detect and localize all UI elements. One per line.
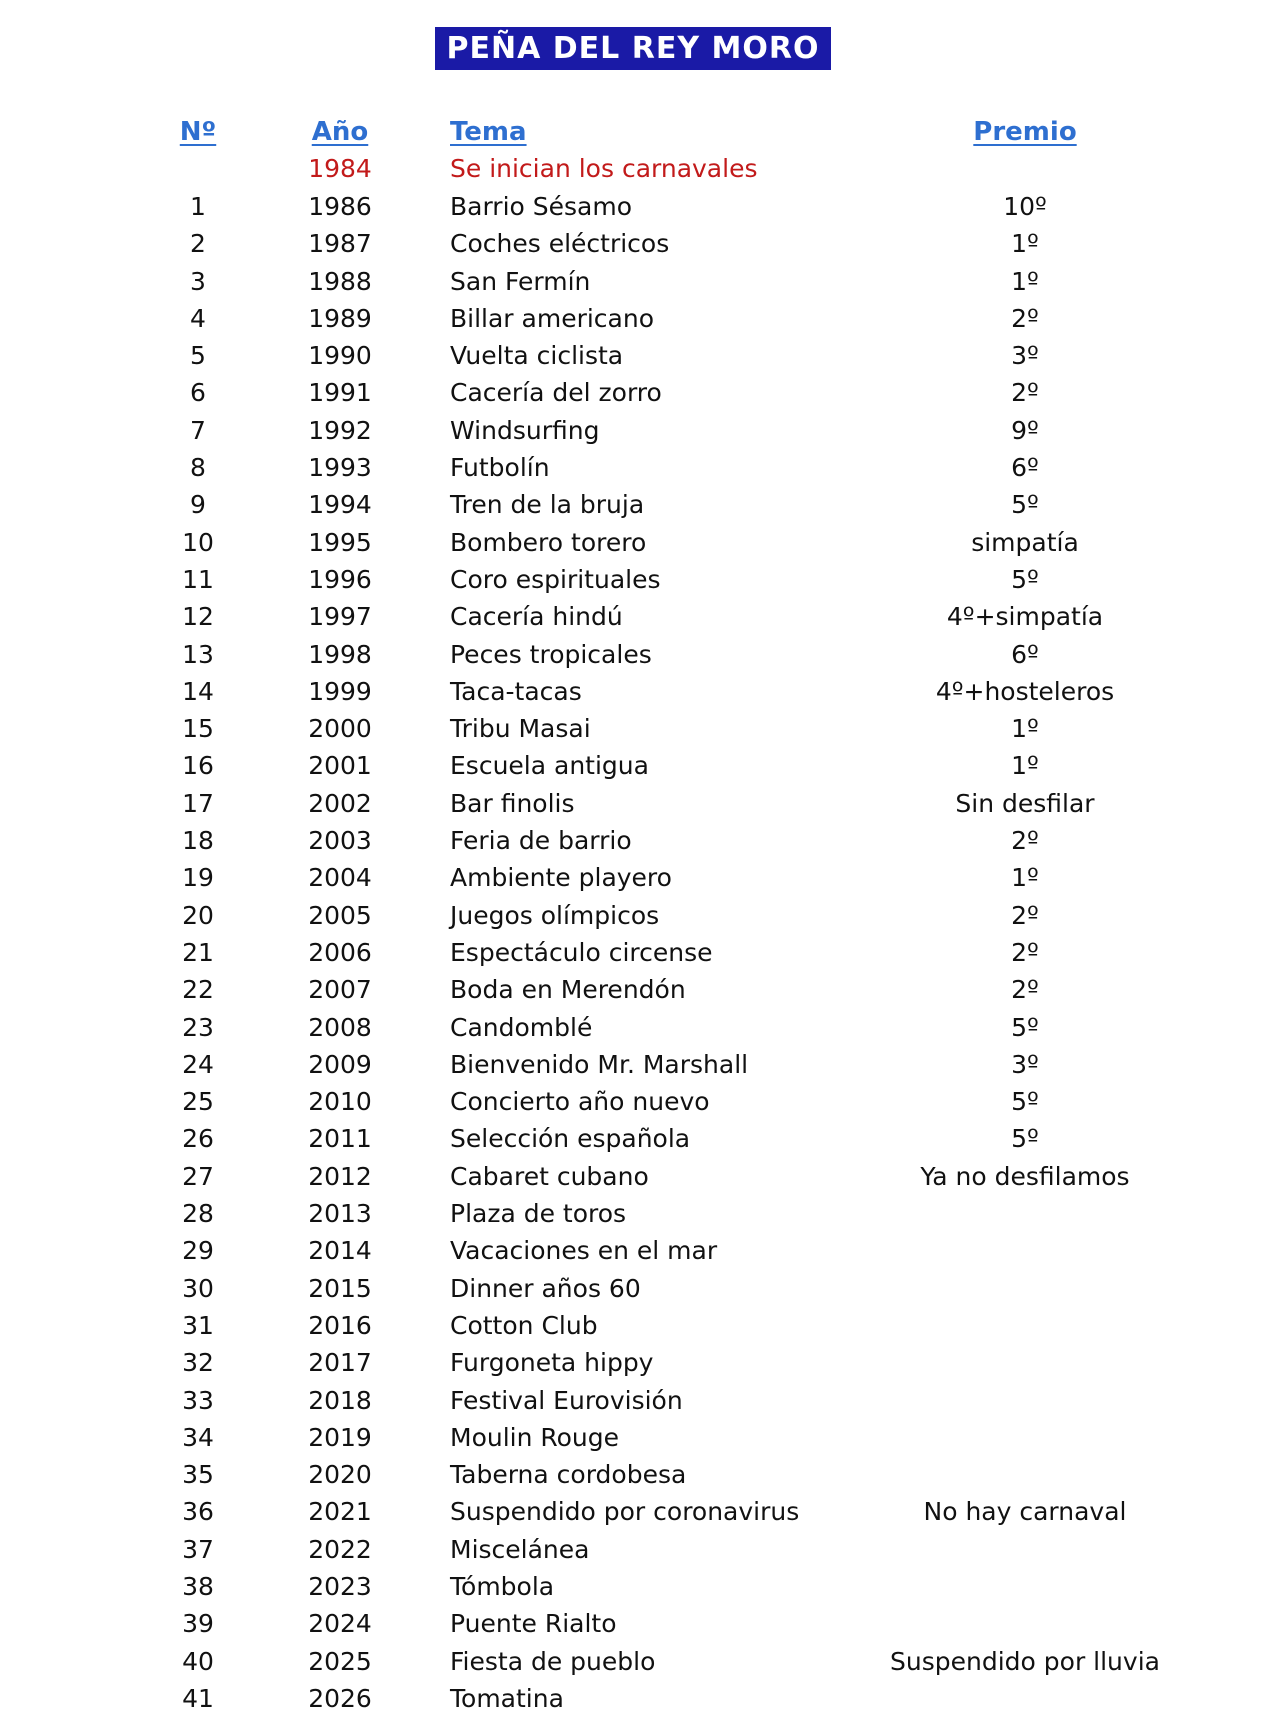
cell-year: 2014 bbox=[308, 1236, 372, 1266]
cell-prize: 5º bbox=[1011, 1012, 1039, 1042]
cell-num: 29 bbox=[182, 1236, 214, 1266]
cell-year: 2023 bbox=[308, 1571, 372, 1601]
table-row bbox=[0, 1344, 1280, 1381]
table-row bbox=[0, 1195, 1280, 1232]
cell-theme: Espectáculo circense bbox=[450, 937, 713, 967]
cell-num: 34 bbox=[182, 1422, 214, 1452]
table-row bbox=[0, 374, 1280, 411]
cell-num: 21 bbox=[182, 937, 214, 967]
cell-year: 2000 bbox=[308, 714, 372, 744]
cell-prize: 5º bbox=[1011, 490, 1039, 520]
cell-theme: Moulin Rouge bbox=[450, 1422, 620, 1452]
cell-num: 20 bbox=[182, 900, 214, 930]
cell-num: 38 bbox=[182, 1571, 214, 1601]
table-row bbox=[0, 1643, 1280, 1680]
cell-year: 1993 bbox=[308, 453, 372, 483]
cell-theme: Miscelánea bbox=[450, 1534, 590, 1564]
cell-year: 2012 bbox=[308, 1161, 372, 1191]
cell-prize: 5º bbox=[1011, 1087, 1039, 1117]
page-title: PEÑA DEL REY MORO bbox=[435, 27, 831, 70]
cell-theme: Cacería del zorro bbox=[450, 378, 662, 408]
table-row bbox=[0, 486, 1280, 523]
cell-theme: Billar americano bbox=[450, 303, 655, 333]
cell-year: 1994 bbox=[308, 490, 372, 520]
cell-theme: Dinner años 60 bbox=[450, 1273, 641, 1303]
cell-num: 41 bbox=[182, 1683, 214, 1713]
cell-num: 40 bbox=[182, 1646, 214, 1676]
cell-num: 32 bbox=[182, 1348, 214, 1378]
cell-year: 2022 bbox=[308, 1534, 372, 1564]
cell-num: 27 bbox=[182, 1161, 214, 1191]
cell-year: 2019 bbox=[308, 1422, 372, 1452]
cell-theme: Vacaciones en el mar bbox=[450, 1236, 718, 1266]
cell-prize: No hay carnaval bbox=[923, 1497, 1127, 1527]
cell-num: 9 bbox=[190, 490, 206, 520]
cell-theme: Coro espirituales bbox=[450, 564, 661, 594]
cell-prize: 1º bbox=[1011, 266, 1039, 296]
cell-num: 28 bbox=[182, 1199, 214, 1229]
cell-num: 5 bbox=[190, 341, 206, 371]
cell-year: 2017 bbox=[308, 1348, 372, 1378]
table-row bbox=[0, 710, 1280, 747]
cell-prize: Sin desfilar bbox=[955, 788, 1095, 818]
cell-theme: Fiesta de pueblo bbox=[450, 1646, 656, 1676]
cell-num: 37 bbox=[182, 1534, 214, 1564]
table-body bbox=[0, 188, 1280, 1717]
cell-theme: Tribu Masai bbox=[450, 714, 591, 744]
cell-num: 12 bbox=[182, 602, 214, 632]
cell-year: 2009 bbox=[308, 1049, 372, 1079]
cell-theme: Suspendido por coronavirus bbox=[450, 1497, 800, 1527]
table-row bbox=[0, 1456, 1280, 1493]
table-header bbox=[0, 112, 1280, 152]
cell-prize: Ya no desfilamos bbox=[920, 1161, 1130, 1191]
table-row bbox=[0, 188, 1280, 225]
cell-prize: 5º bbox=[1011, 1124, 1039, 1154]
cell-num: 24 bbox=[182, 1049, 214, 1079]
cell-num: 2 bbox=[190, 229, 206, 259]
cell-year: 1989 bbox=[308, 303, 372, 333]
cell-prize: 6º bbox=[1011, 453, 1039, 483]
cell-theme: Plaza de toros bbox=[450, 1199, 627, 1229]
cell-num: 36 bbox=[182, 1497, 214, 1527]
cell-year: 2020 bbox=[308, 1460, 372, 1490]
cell-theme: Cacería hindú bbox=[450, 602, 623, 632]
cell-num: 33 bbox=[182, 1385, 214, 1415]
cell-num: 22 bbox=[182, 975, 214, 1005]
cell-num: 26 bbox=[182, 1124, 214, 1154]
table-row bbox=[0, 1120, 1280, 1157]
cell-num: 14 bbox=[182, 676, 214, 706]
cell-prize: 2º bbox=[1011, 378, 1039, 408]
cell-theme: Cabaret cubano bbox=[450, 1161, 649, 1191]
cell-num: 6 bbox=[190, 378, 206, 408]
cell-prize: 9º bbox=[1011, 415, 1039, 445]
cell-num: 11 bbox=[182, 564, 214, 594]
table-row bbox=[0, 449, 1280, 486]
table-row bbox=[0, 636, 1280, 673]
cell-theme: Taberna cordobesa bbox=[450, 1460, 687, 1490]
table-row bbox=[0, 1568, 1280, 1605]
cell-year: 1997 bbox=[308, 602, 372, 632]
cell-theme: Concierto año nuevo bbox=[450, 1087, 710, 1117]
cell-year: 2018 bbox=[308, 1385, 372, 1415]
table-row bbox=[0, 412, 1280, 449]
cell-year: 1988 bbox=[308, 266, 372, 296]
cell-theme: Tómbola bbox=[450, 1571, 555, 1601]
cell-theme: Festival Eurovisión bbox=[450, 1385, 683, 1415]
table-row bbox=[0, 1419, 1280, 1456]
intro-theme: Se inician los carnavales bbox=[450, 154, 758, 183]
table-row bbox=[0, 1680, 1280, 1717]
cell-prize: 2º bbox=[1011, 900, 1039, 930]
cell-prize: 3º bbox=[1011, 1049, 1039, 1079]
cell-theme: Tomatina bbox=[450, 1683, 564, 1713]
cell-year: 2010 bbox=[308, 1087, 372, 1117]
cell-theme: Bombero torero bbox=[450, 527, 647, 557]
cell-theme: Taca-tacas bbox=[450, 676, 582, 706]
cell-num: 7 bbox=[190, 415, 206, 445]
cell-prize: 10º bbox=[1003, 192, 1047, 221]
table-row bbox=[0, 561, 1280, 598]
header-theme: Tema bbox=[450, 117, 527, 147]
table-row bbox=[0, 747, 1280, 784]
cell-year: 1999 bbox=[308, 676, 372, 706]
cell-year: 2002 bbox=[308, 788, 372, 818]
cell-prize: 1º bbox=[1011, 751, 1039, 781]
cell-theme: Tren de la bruja bbox=[450, 490, 645, 520]
cell-num: 25 bbox=[182, 1087, 214, 1117]
cell-num: 8 bbox=[190, 453, 206, 483]
table-row bbox=[0, 971, 1280, 1008]
cell-num: 3 bbox=[190, 266, 206, 296]
cell-prize: 2º bbox=[1011, 937, 1039, 967]
cell-num: 35 bbox=[182, 1460, 214, 1490]
table-row bbox=[0, 1232, 1280, 1269]
table-row bbox=[0, 1307, 1280, 1344]
table-row bbox=[0, 225, 1280, 262]
table-row bbox=[0, 859, 1280, 896]
table-row bbox=[0, 1158, 1280, 1195]
cell-year: 2006 bbox=[308, 937, 372, 967]
cell-year: 2021 bbox=[308, 1497, 372, 1527]
cell-theme: Candomblé bbox=[450, 1012, 593, 1042]
cell-prize: Suspendido por lluvia bbox=[890, 1646, 1160, 1676]
header-num: Nº bbox=[179, 117, 217, 147]
cell-year: 1991 bbox=[308, 378, 372, 408]
table-row bbox=[0, 598, 1280, 635]
cell-prize: simpatía bbox=[971, 527, 1079, 557]
cell-theme: Barrio Sésamo bbox=[450, 192, 633, 221]
cell-year: 1998 bbox=[308, 639, 372, 669]
intro-year: 1984 bbox=[308, 154, 372, 183]
cell-theme: Bar finolis bbox=[450, 788, 575, 818]
cell-theme: Vuelta ciclista bbox=[450, 341, 624, 371]
cell-prize: 1º bbox=[1011, 714, 1039, 744]
header-year: Año bbox=[311, 117, 369, 147]
cell-num: 18 bbox=[182, 826, 214, 856]
cell-theme: Windsurfing bbox=[450, 415, 600, 445]
table-row bbox=[0, 785, 1280, 822]
cell-prize: 1º bbox=[1011, 863, 1039, 893]
table-row bbox=[0, 822, 1280, 859]
table-row bbox=[0, 1493, 1280, 1530]
table-row bbox=[0, 1531, 1280, 1568]
cell-year: 2003 bbox=[308, 826, 372, 856]
cell-year: 2007 bbox=[308, 975, 372, 1005]
cell-num: 17 bbox=[182, 788, 214, 818]
cell-year: 1987 bbox=[308, 229, 372, 259]
cell-prize: 6º bbox=[1011, 639, 1039, 669]
cell-year: 1990 bbox=[308, 341, 372, 371]
header-prize: Premio bbox=[973, 117, 1077, 147]
cell-year: 2025 bbox=[308, 1646, 372, 1676]
cell-year: 1996 bbox=[308, 564, 372, 594]
cell-num: 15 bbox=[182, 714, 214, 744]
cell-year: 2026 bbox=[308, 1683, 372, 1713]
cell-num: 23 bbox=[182, 1012, 214, 1042]
cell-theme: Selección española bbox=[450, 1124, 691, 1154]
cell-theme: Bienvenido Mr. Marshall bbox=[450, 1049, 749, 1079]
cell-year: 2011 bbox=[308, 1124, 372, 1154]
cell-theme: Futbolín bbox=[450, 453, 550, 483]
cell-prize: 1º bbox=[1011, 229, 1039, 259]
table-row bbox=[0, 1083, 1280, 1120]
table-row bbox=[0, 934, 1280, 971]
cell-num: 30 bbox=[182, 1273, 214, 1303]
cell-prize: 2º bbox=[1011, 975, 1039, 1005]
cell-theme: Puente Rialto bbox=[450, 1609, 617, 1639]
table-row bbox=[0, 1382, 1280, 1419]
table-row bbox=[0, 673, 1280, 710]
cell-num: 31 bbox=[182, 1310, 214, 1340]
cell-prize: 3º bbox=[1011, 341, 1039, 371]
cell-prize: 5º bbox=[1011, 564, 1039, 594]
cell-year: 2008 bbox=[308, 1012, 372, 1042]
table-row bbox=[0, 1605, 1280, 1642]
cell-theme: San Fermín bbox=[450, 266, 591, 296]
cell-year: 1986 bbox=[308, 192, 372, 221]
cell-theme: Juegos olímpicos bbox=[450, 900, 660, 930]
cell-theme: Peces tropicales bbox=[450, 639, 652, 669]
cell-num: 4 bbox=[190, 303, 206, 333]
cell-theme: Feria de barrio bbox=[450, 826, 632, 856]
table-row bbox=[0, 1270, 1280, 1307]
cell-theme: Ambiente playero bbox=[450, 863, 672, 893]
cell-theme: Boda en Merendón bbox=[450, 975, 686, 1005]
table-row bbox=[0, 1046, 1280, 1083]
cell-year: 2001 bbox=[308, 751, 372, 781]
table-row bbox=[0, 337, 1280, 374]
table-row bbox=[0, 897, 1280, 934]
cell-num: 1 bbox=[190, 192, 206, 221]
cell-num: 39 bbox=[182, 1609, 214, 1639]
cell-year: 1995 bbox=[308, 527, 372, 557]
cell-year: 2016 bbox=[308, 1310, 372, 1340]
table-row bbox=[0, 1009, 1280, 1046]
cell-num: 10 bbox=[182, 527, 214, 557]
cell-prize: 2º bbox=[1011, 303, 1039, 333]
cell-prize: 4º+simpatía bbox=[946, 602, 1104, 632]
cell-year: 2024 bbox=[308, 1609, 372, 1639]
cell-year: 2013 bbox=[308, 1199, 372, 1229]
cell-num: 13 bbox=[182, 639, 214, 669]
table-row bbox=[0, 524, 1280, 561]
table-row bbox=[0, 263, 1280, 300]
cell-theme: Escuela antigua bbox=[450, 751, 649, 781]
cell-year: 1992 bbox=[308, 415, 372, 445]
cell-theme: Furgoneta hippy bbox=[450, 1348, 654, 1378]
cell-year: 2005 bbox=[308, 900, 372, 930]
cell-prize: 2º bbox=[1011, 826, 1039, 856]
cell-prize: 4º+hosteleros bbox=[935, 676, 1115, 706]
table-row bbox=[0, 300, 1280, 337]
intro-row bbox=[0, 150, 1280, 187]
cell-theme: Cotton Club bbox=[450, 1310, 598, 1340]
cell-num: 16 bbox=[182, 751, 214, 781]
cell-num: 19 bbox=[182, 863, 214, 893]
cell-theme: Coches eléctricos bbox=[450, 229, 670, 259]
cell-year: 2004 bbox=[308, 863, 372, 893]
cell-year: 2015 bbox=[308, 1273, 372, 1303]
